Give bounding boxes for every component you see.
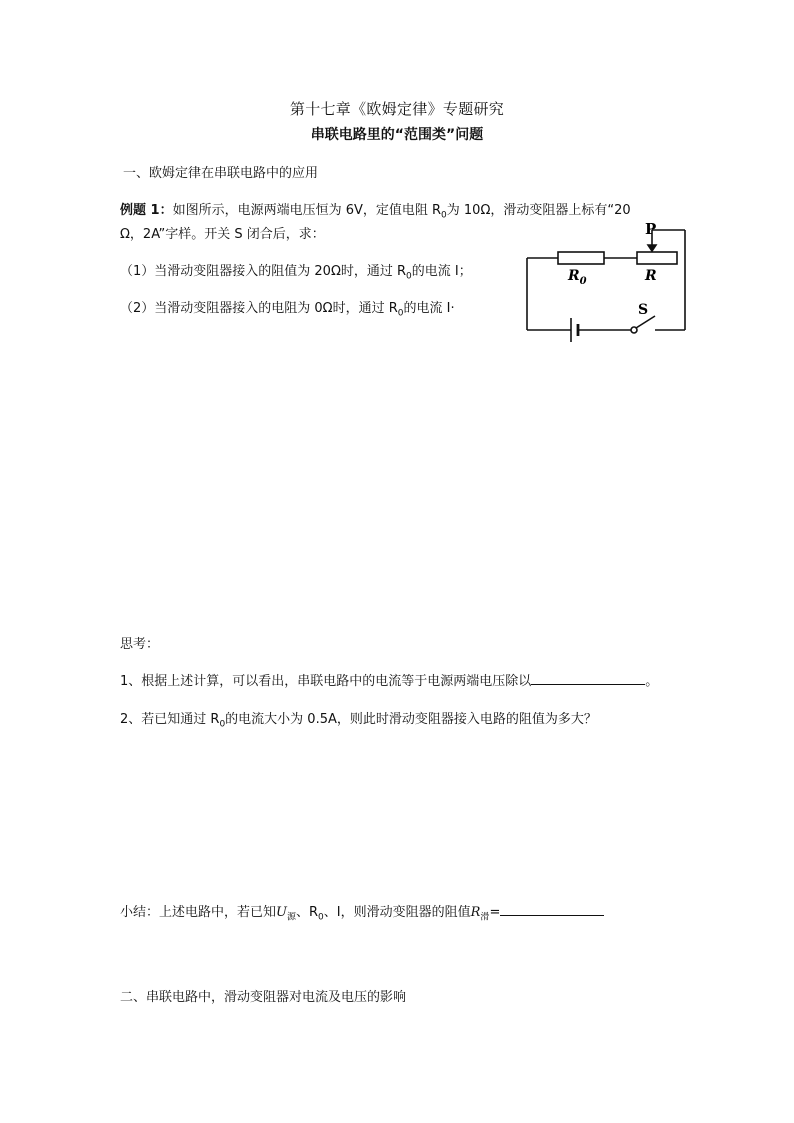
- page-title: 第十七章《欧姆定律》专题研究: [289, 100, 505, 118]
- label-r0: $R_0$: [568, 268, 587, 287]
- answer-blank-2[interactable]: [500, 901, 604, 916]
- r0-subscript: 0: [441, 210, 447, 221]
- label-p: P: [645, 220, 657, 238]
- page-subtitle: 串联电路里的“范围类”问题: [310, 127, 484, 143]
- question-1: （1）当滑动变阻器接入的阻值为 20Ω时，通过 $R_0$的电流 I；: [120, 264, 472, 282]
- think-question-2: 2、若已知通过 $R_0$的电流大小为 0.5A，则此时滑动变阻器接入电路的阻值为多大？: [120, 712, 597, 730]
- section-1-heading: 一、欧姆定律在串联电路中的应用: [123, 166, 319, 181]
- section-2-heading: 二、串联电路中，滑动变阻器对电流及电压的影响: [120, 990, 407, 1005]
- example-1-line-2: Ω，2A”字样。开关 S 闭合后，求：: [120, 227, 325, 242]
- resistor-r0: [558, 252, 604, 264]
- label-r: R: [645, 268, 657, 284]
- slider-arrow: [648, 245, 656, 251]
- question-2: （2）当滑动变阻器接入的电阻为 0Ω时，通过 $R_0$的电流 I·: [120, 301, 455, 319]
- answer-blank-1[interactable]: [531, 670, 645, 685]
- example-label: 例题 1：: [120, 203, 173, 218]
- example-text-1: 如图所示，电源两端电压恒为 6V，定值电阻 R: [172, 203, 442, 218]
- summary-line: 小结：上述电路中，若已知$U_源$、$R_0$、I，则滑动变阻器的阻值$R_滑=$: [120, 901, 604, 923]
- rheostat-r: [637, 252, 677, 264]
- example-text-1-tail: 为 10Ω，滑动变阻器上标有“20: [446, 203, 631, 218]
- label-s: S: [638, 302, 649, 318]
- think-question-1: 1、根据上述计算，可以看出，串联电路中的电流等于电源两端电压除以 。: [120, 670, 658, 689]
- circuit-diagram: [515, 218, 715, 348]
- think-heading: 思考：: [120, 637, 160, 652]
